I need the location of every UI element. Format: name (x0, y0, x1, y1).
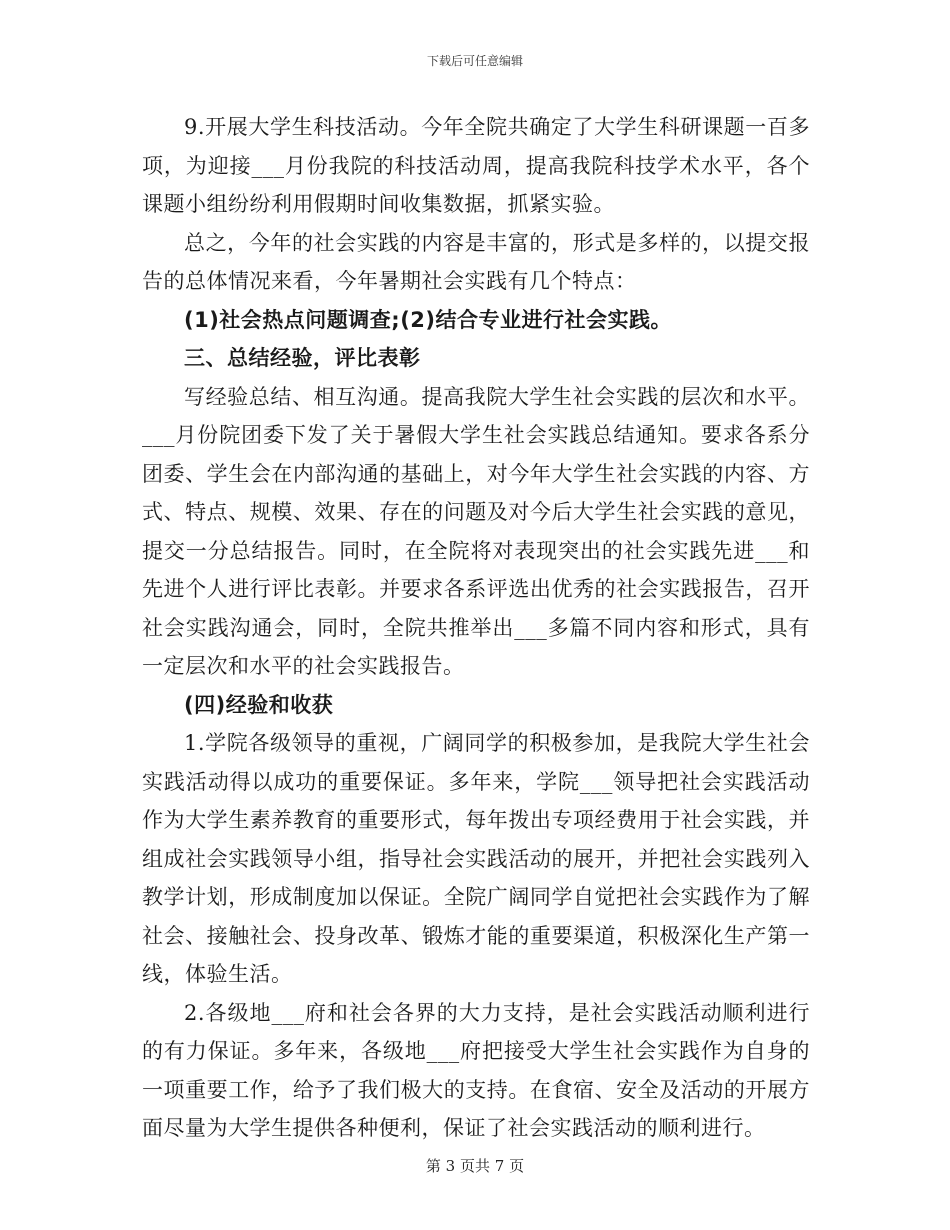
paragraph-leadership: 1.学院各级领导的重视，广阔同学的积极参加，是我院大学生社会实践活动得以成功的重要保证。多年来，学院___领导把社会实践活动作为大学生素养教育的重要形式，每年拨出专项经费用于社会实践，并组成社会实践领导小组，指导社会实践活动的展开，并把社会实践列入教学计划，形成制度加以保证。全院广阔同学自觉把社会实践作为了解社会、接触社会、投身改革、锻炼才能的重要渠道，积极深化生产第一线，体验生活。 (142, 731, 810, 986)
paragraph-science-activities: 9.开展大学生科技活动。今年全院共确定了大学生科研课题一百多项，为迎接___月份我院的科技活动周，提高我院科技学术水平，各个课题小组纷纷利用假期时间收集数据，抓紧实验。 (142, 115, 810, 216)
paragraph-summary: 总之，今年的社会实践的内容是丰富的，形式是多样的，以提交报告的总体情况来看，今年暑期社会实践有几个特点： (142, 230, 810, 293)
section-heading-experience: (四)经验和收获 (184, 692, 334, 717)
page-number: 第 3 页共 7 页 (425, 1157, 525, 1175)
paragraph-features: (1)社会热点问题调查;(2)结合专业进行社会实践。 (184, 307, 673, 332)
section-heading-summary: 三、总结经验，评比表彰 (184, 346, 421, 370)
document-body (142, 108, 810, 1148)
paragraph-government-support: 2.各级地___府和社会各界的大力支持，是社会实践活动顺利进行的有力保证。多年来，各级地___府把接受大学生社会实践作为自身的一项重要工作，给予了我们极大的支持。在食宿、安全及活动的开展方面尽量为大学生提供各种便利，保证了社会实践活动的顺利进行。 (142, 1000, 810, 1140)
paragraph-experience-summary: 写经验总结、相互沟通。提高我院大学生社会实践的层次和水平。___月份院团委下发了关于暑假大学生社会实践总结通知。要求各系分团委、学生会在内部沟通的基础上，对今年大学生社会实践的内容、方式、特点、规模、效果、存在的问题及对今后大学生社会实践的意见，提交一分总结报告。同时，在全院将对表现突出的社会实践先进___和先进个人进行评比表彰。并要求各系评选出优秀的社会实践报告，召开社会实践沟通会，同时，全院共推举出___多篇不同内容和形式，具有一定层次和水平的社会实践报告。 (142, 384, 810, 678)
page-header-note: 下载后可任意编辑 (426, 54, 523, 68)
